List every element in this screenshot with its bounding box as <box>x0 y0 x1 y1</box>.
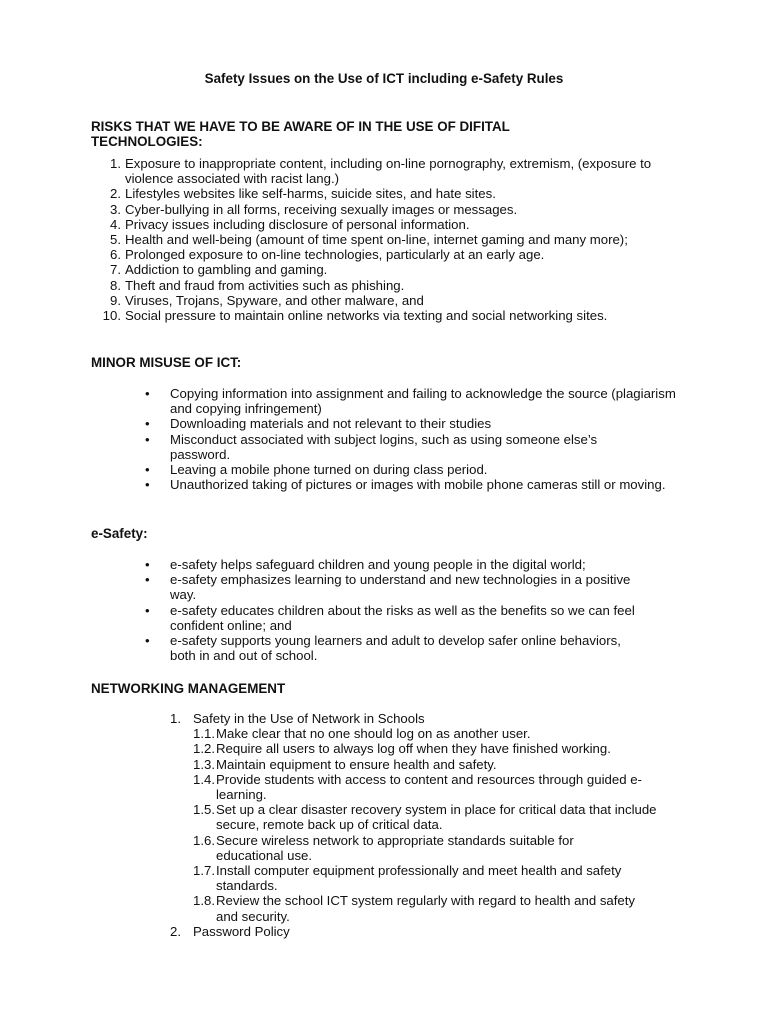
bullet-icon: • <box>145 386 150 401</box>
item-text: Exposure to inappropriate content, including on-line pornography, extremism, (exposure to violence associated with racist lang.) <box>125 156 652 187</box>
sub-item-text: Require all users to always log off when they have finished working. <box>216 741 611 757</box>
risks-heading <box>91 119 510 149</box>
list-item <box>145 557 685 572</box>
sub-item-number: 1.7. <box>193 863 215 879</box>
list-item <box>91 247 731 262</box>
sub-item-text: Provide students with access to content and resources through guided e-learning. <box>216 771 642 803</box>
sub-item-number: 1.3. <box>193 756 215 772</box>
bullet-icon: • <box>145 602 150 618</box>
item-number: 10. <box>102 308 121 324</box>
bullet-icon: • <box>145 572 150 588</box>
list-item <box>145 572 685 602</box>
sub-item-number: 1.4. <box>193 771 215 787</box>
sub-list-item <box>170 726 710 741</box>
list-item <box>170 924 710 939</box>
list-item <box>91 156 731 186</box>
esafety-list <box>145 557 685 663</box>
list-item <box>145 416 685 431</box>
item-text: Social pressure to maintain online networks via texting and social networking sites. <box>125 308 608 324</box>
item-text: Safety in the Use of Network in Schools <box>193 711 425 726</box>
sub-list-item <box>170 893 710 923</box>
item-number: 4. <box>110 216 121 232</box>
list-item <box>91 278 731 293</box>
document-title: Safety Issues on the Use of ICT including e-Safety Rules <box>204 71 564 86</box>
item-number: 1. <box>110 156 121 171</box>
item-text: Health and well-being (amount of time spent on-line, internet gaming and many more); <box>125 232 628 248</box>
risks-heading-line1: RISKS THAT WE HAVE TO BE AWARE OF IN THE USE OF DIFITAL <box>91 119 510 134</box>
list-item <box>91 262 731 277</box>
sub-list <box>170 726 710 924</box>
item-number: 3. <box>110 201 121 217</box>
sub-list-item <box>170 741 710 756</box>
list-item <box>145 432 685 462</box>
item-text: Copying information into assignment and failing to acknowledge the source (plagiarism and copying infringement) <box>170 386 676 417</box>
item-text: Privacy issues including disclosure of personal information. <box>125 216 470 232</box>
item-text: Misconduct associated with subject logins, such as using someone else’s password. <box>170 431 598 462</box>
sub-list-item <box>170 757 710 772</box>
item-text: Viruses, Trojans, Spyware, and other malware, and <box>125 292 424 308</box>
item-number: 6. <box>110 247 121 263</box>
list-item <box>170 711 710 924</box>
list-item <box>91 293 731 308</box>
sub-item-text: Set up a clear disaster recovery system in place for critical data that include secure, remote back up of critical data. <box>216 802 657 833</box>
minor-misuse-list <box>145 386 685 492</box>
bullet-icon: • <box>145 416 150 432</box>
minor-misuse-heading: MINOR MISUSE OF ICT: <box>91 355 242 370</box>
item-text: Prolonged exposure to on-line technologies, particularly at an early age. <box>125 247 545 263</box>
item-number: 2. <box>110 186 121 202</box>
sub-list-item <box>170 802 710 832</box>
sub-item-number: 1.5. <box>193 802 215 818</box>
item-number: 7. <box>110 262 121 278</box>
bullet-icon: • <box>145 477 150 493</box>
sub-item-number: 1.1. <box>193 726 215 742</box>
esafety-heading: e-Safety: <box>91 526 148 541</box>
bullet-icon: • <box>145 633 150 649</box>
networking-management-heading: NETWORKING MANAGEMENT <box>91 681 286 696</box>
list-item <box>91 308 731 323</box>
bullet-icon: • <box>145 431 150 447</box>
risks-heading-line2: TECHNOLOGIES: <box>91 134 203 150</box>
item-text: Lifestyles websites like self-harms, suicide sites, and hate sites. <box>125 186 496 202</box>
item-text: Leaving a mobile phone turned on during class period. <box>170 462 488 478</box>
sub-item-text: Install computer equipment professionally and meet health and safety standards. <box>216 863 622 894</box>
list-item <box>145 386 685 416</box>
item-number: 1. <box>170 711 181 726</box>
item-text: e-safety educates children about the risks as well as the benefits so we can feel confident online; and <box>170 602 635 633</box>
bullet-icon: • <box>145 462 150 478</box>
sub-list-item <box>170 833 710 863</box>
item-number: 2. <box>170 923 181 939</box>
sub-item-text: Secure wireless network to appropriate standards suitable for educational use. <box>216 832 574 863</box>
item-number: 9. <box>110 292 121 308</box>
item-number: 8. <box>110 277 121 293</box>
sub-item-text: Maintain equipment to ensure health and safety. <box>216 756 497 772</box>
networking-list <box>170 711 710 939</box>
item-text: Cyber-bullying in all forms, receiving sexually images or messages. <box>125 201 518 217</box>
item-text: Theft and fraud from activities such as phishing. <box>125 277 405 293</box>
list-item <box>91 202 731 217</box>
item-text: e-safety supports young learners and adult to develop safer online behaviors, both in and out of school. <box>170 633 621 664</box>
sub-item-number: 1.6. <box>193 832 215 848</box>
sub-item-text: Review the school ICT system regularly with regard to health and safety and security. <box>216 893 636 924</box>
item-text: e-safety helps safeguard children and young people in the digital world; <box>170 557 586 572</box>
risks-list <box>91 156 731 323</box>
sub-list-item <box>170 863 710 893</box>
list-item <box>91 232 731 247</box>
list-item <box>145 477 685 492</box>
item-number: 5. <box>110 232 121 248</box>
sub-item-number: 1.8. <box>193 893 215 909</box>
list-item <box>145 603 685 633</box>
sub-item-number: 1.2. <box>193 741 215 757</box>
list-item <box>145 462 685 477</box>
item-text: Password Policy <box>193 923 290 939</box>
list-item <box>91 186 731 201</box>
bullet-icon: • <box>145 557 150 572</box>
list-item <box>91 217 731 232</box>
item-text: e-safety emphasizes learning to understand and new technologies in a positive way. <box>170 572 631 603</box>
item-text: Downloading materials and not relevant to their studies <box>170 416 492 432</box>
item-text: Addiction to gambling and gaming. <box>125 262 328 278</box>
list-item <box>145 633 685 663</box>
sub-item-text: Make clear that no one should log on as another user. <box>216 726 531 742</box>
sub-list-item <box>170 772 710 802</box>
item-text: Unauthorized taking of pictures or images with mobile phone cameras still or moving. <box>170 477 666 493</box>
